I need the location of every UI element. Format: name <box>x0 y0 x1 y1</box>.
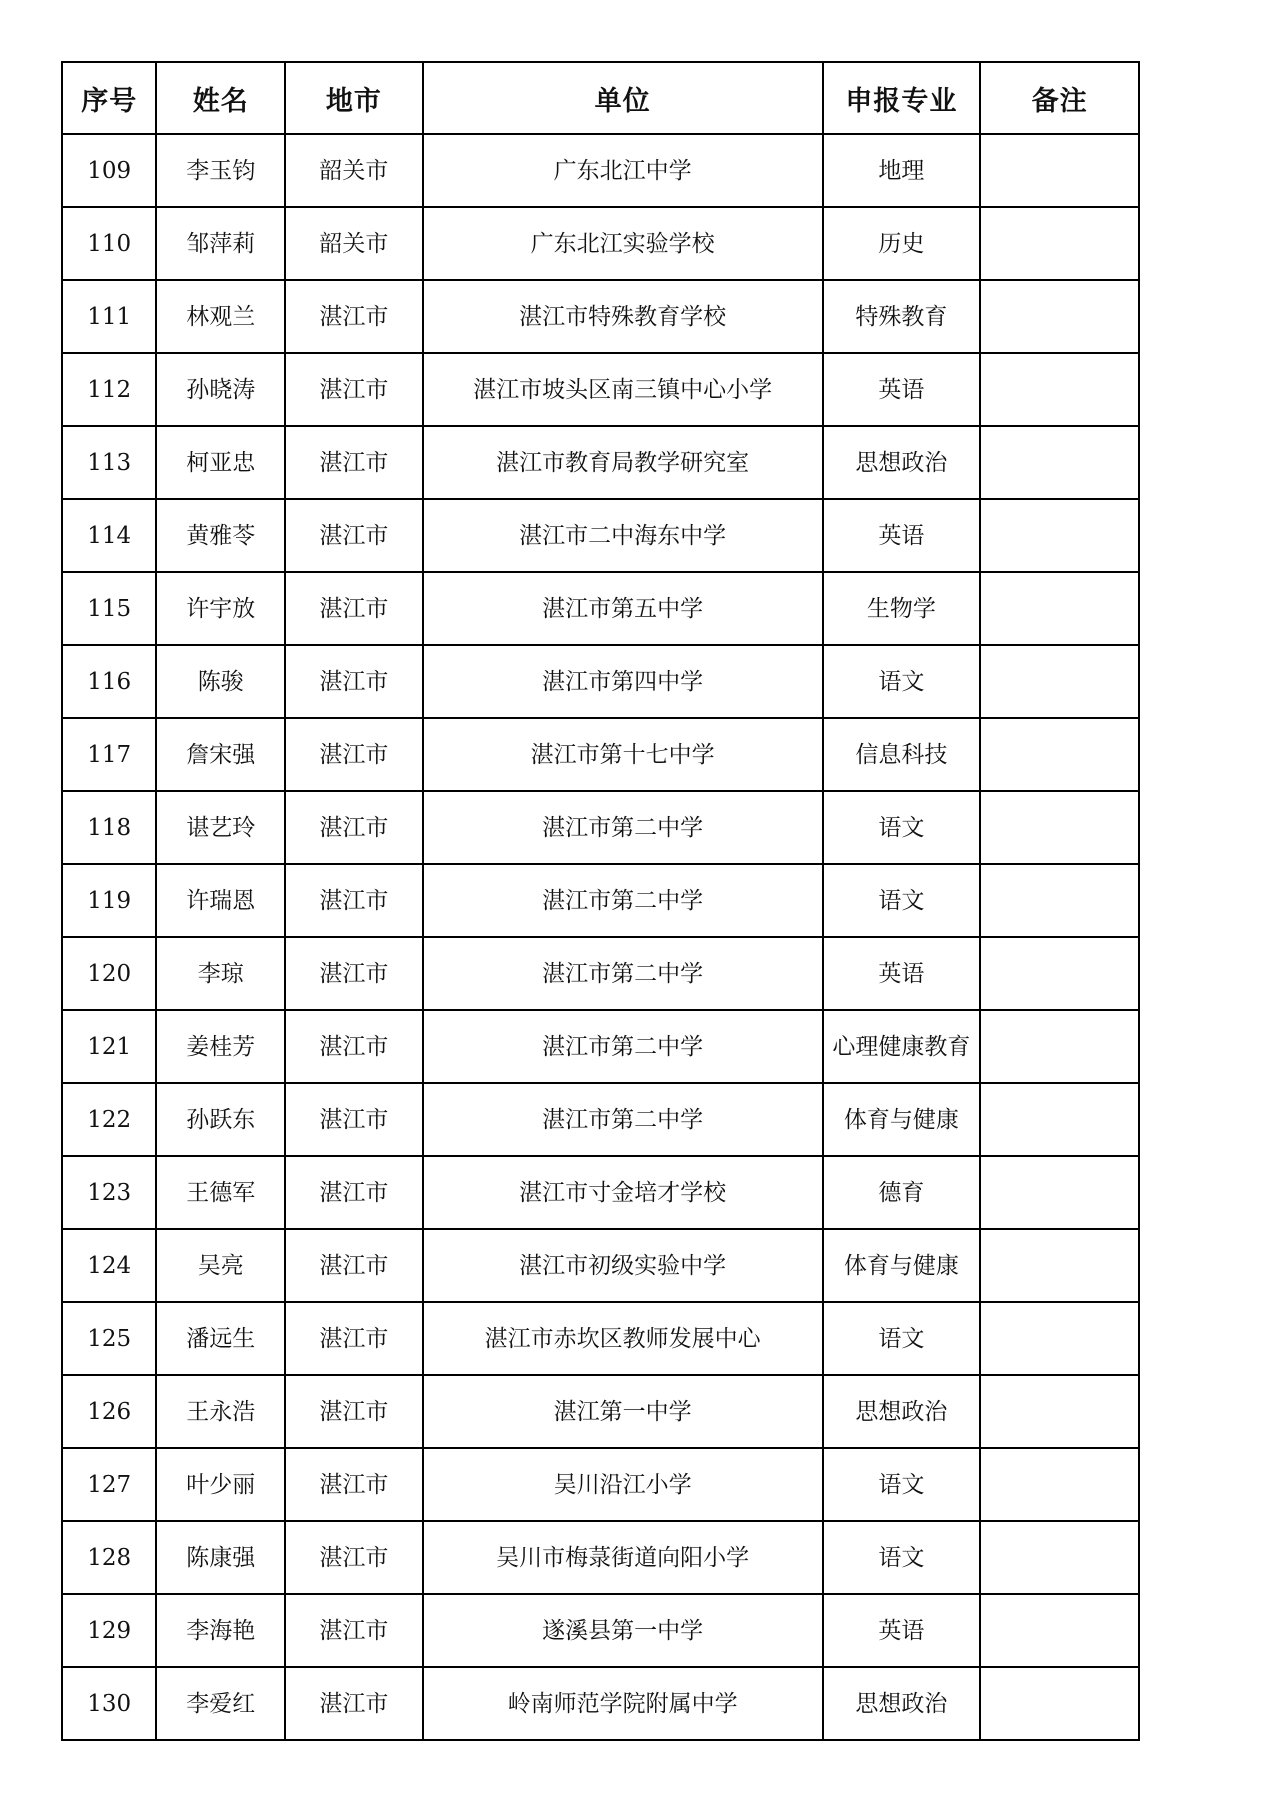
cell-major: 语文 <box>823 864 981 937</box>
cell-city: 湛江市 <box>285 791 423 864</box>
cell-city: 湛江市 <box>285 1156 423 1229</box>
cell-unit: 吴川市梅菉街道向阳小学 <box>423 1521 823 1594</box>
cell-major: 英语 <box>823 1594 981 1667</box>
cell-remark <box>980 645 1139 718</box>
cell-name: 李玉钧 <box>156 134 285 207</box>
cell-serial-number: 119 <box>62 864 156 937</box>
cell-major: 信息科技 <box>823 718 981 791</box>
cell-major: 地理 <box>823 134 981 207</box>
cell-major: 语文 <box>823 645 981 718</box>
header-name: 姓名 <box>156 62 285 134</box>
cell-unit: 岭南师范学院附属中学 <box>423 1667 823 1740</box>
cell-remark <box>980 353 1139 426</box>
cell-serial-number: 127 <box>62 1448 156 1521</box>
cell-unit: 湛江市寸金培才学校 <box>423 1156 823 1229</box>
cell-city: 湛江市 <box>285 1302 423 1375</box>
cell-major: 思想政治 <box>823 426 981 499</box>
cell-city: 湛江市 <box>285 864 423 937</box>
cell-remark <box>980 1302 1139 1375</box>
cell-city: 湛江市 <box>285 1229 423 1302</box>
cell-major: 英语 <box>823 937 981 1010</box>
table-row <box>62 134 1139 207</box>
cell-name: 吴亮 <box>156 1229 285 1302</box>
cell-unit: 湛江市第二中学 <box>423 864 823 937</box>
cell-unit: 湛江市教育局教学研究室 <box>423 426 823 499</box>
cell-serial-number: 124 <box>62 1229 156 1302</box>
cell-unit: 吴川沿江小学 <box>423 1448 823 1521</box>
cell-name: 邹萍莉 <box>156 207 285 280</box>
cell-serial-number: 128 <box>62 1521 156 1594</box>
cell-serial-number: 115 <box>62 572 156 645</box>
cell-serial-number: 117 <box>62 718 156 791</box>
cell-major: 语文 <box>823 1302 981 1375</box>
table-row <box>62 1156 1139 1229</box>
cell-major: 特殊教育 <box>823 280 981 353</box>
cell-major: 思想政治 <box>823 1375 981 1448</box>
table-row <box>62 572 1139 645</box>
cell-serial-number: 112 <box>62 353 156 426</box>
cell-name: 李琼 <box>156 937 285 1010</box>
cell-name: 林观兰 <box>156 280 285 353</box>
cell-unit: 湛江市第四中学 <box>423 645 823 718</box>
header-unit: 单位 <box>423 62 823 134</box>
cell-name: 叶少丽 <box>156 1448 285 1521</box>
cell-name: 王永浩 <box>156 1375 285 1448</box>
cell-name: 谌艺玲 <box>156 791 285 864</box>
cell-remark <box>980 134 1139 207</box>
table-row <box>62 1521 1139 1594</box>
header-serial-number: 序号 <box>62 62 156 134</box>
cell-name: 许瑞恩 <box>156 864 285 937</box>
header-row <box>62 62 1139 134</box>
cell-city: 韶关市 <box>285 207 423 280</box>
cell-unit: 湛江市第二中学 <box>423 1083 823 1156</box>
cell-unit: 湛江市坡头区南三镇中心小学 <box>423 353 823 426</box>
header-major: 申报专业 <box>823 62 981 134</box>
cell-name: 姜桂芳 <box>156 1010 285 1083</box>
cell-serial-number: 125 <box>62 1302 156 1375</box>
cell-unit: 湛江市第二中学 <box>423 791 823 864</box>
cell-remark <box>980 280 1139 353</box>
cell-remark <box>980 572 1139 645</box>
cell-remark <box>980 937 1139 1010</box>
cell-remark <box>980 1667 1139 1740</box>
table-row <box>62 1229 1139 1302</box>
cell-serial-number: 111 <box>62 280 156 353</box>
cell-major: 语文 <box>823 1521 981 1594</box>
table-row <box>62 1083 1139 1156</box>
cell-major: 心理健康教育 <box>823 1010 981 1083</box>
cell-remark <box>980 718 1139 791</box>
cell-remark <box>980 1156 1139 1229</box>
cell-city: 湛江市 <box>285 718 423 791</box>
table-row <box>62 426 1139 499</box>
cell-unit: 湛江市第十七中学 <box>423 718 823 791</box>
table-row <box>62 1667 1139 1740</box>
cell-major: 体育与健康 <box>823 1083 981 1156</box>
cell-remark <box>980 1083 1139 1156</box>
cell-city: 湛江市 <box>285 572 423 645</box>
table-row <box>62 280 1139 353</box>
table-body <box>62 134 1139 1740</box>
cell-serial-number: 130 <box>62 1667 156 1740</box>
table-row <box>62 1594 1139 1667</box>
cell-remark <box>980 1594 1139 1667</box>
cell-city: 湛江市 <box>285 280 423 353</box>
cell-name: 孙晓涛 <box>156 353 285 426</box>
cell-name: 陈骏 <box>156 645 285 718</box>
cell-major: 生物学 <box>823 572 981 645</box>
table-row <box>62 645 1139 718</box>
cell-unit: 湛江市第二中学 <box>423 1010 823 1083</box>
cell-city: 湛江市 <box>285 1083 423 1156</box>
cell-remark <box>980 1010 1139 1083</box>
table-row <box>62 1375 1139 1448</box>
cell-name: 柯亚忠 <box>156 426 285 499</box>
cell-remark <box>980 1448 1139 1521</box>
cell-name: 黄雅苓 <box>156 499 285 572</box>
cell-city: 湛江市 <box>285 426 423 499</box>
table-row <box>62 353 1139 426</box>
cell-serial-number: 121 <box>62 1010 156 1083</box>
cell-serial-number: 123 <box>62 1156 156 1229</box>
cell-city: 湛江市 <box>285 1521 423 1594</box>
cell-unit: 广东北江中学 <box>423 134 823 207</box>
cell-major: 英语 <box>823 353 981 426</box>
cell-serial-number: 113 <box>62 426 156 499</box>
cell-remark <box>980 1521 1139 1594</box>
cell-serial-number: 122 <box>62 1083 156 1156</box>
table-row <box>62 1302 1139 1375</box>
cell-unit: 遂溪县第一中学 <box>423 1594 823 1667</box>
cell-city: 湛江市 <box>285 645 423 718</box>
cell-major: 语文 <box>823 791 981 864</box>
table-row <box>62 864 1139 937</box>
cell-remark <box>980 791 1139 864</box>
table-row <box>62 207 1139 280</box>
cell-unit: 湛江市初级实验中学 <box>423 1229 823 1302</box>
header-remark: 备注 <box>980 62 1139 134</box>
cell-major: 英语 <box>823 499 981 572</box>
cell-major: 语文 <box>823 1448 981 1521</box>
cell-city: 湛江市 <box>285 1594 423 1667</box>
cell-city: 湛江市 <box>285 499 423 572</box>
cell-remark <box>980 1375 1139 1448</box>
cell-name: 孙跃东 <box>156 1083 285 1156</box>
cell-major: 德育 <box>823 1156 981 1229</box>
table-row <box>62 791 1139 864</box>
cell-name: 李海艳 <box>156 1594 285 1667</box>
cell-name: 李爱红 <box>156 1667 285 1740</box>
roster-table <box>61 61 1140 1741</box>
cell-city: 湛江市 <box>285 1448 423 1521</box>
cell-city: 湛江市 <box>285 1667 423 1740</box>
cell-name: 许宇放 <box>156 572 285 645</box>
cell-remark <box>980 426 1139 499</box>
cell-city: 湛江市 <box>285 353 423 426</box>
cell-unit: 湛江市二中海东中学 <box>423 499 823 572</box>
cell-major: 思想政治 <box>823 1667 981 1740</box>
cell-city: 湛江市 <box>285 1010 423 1083</box>
cell-unit: 广东北江实验学校 <box>423 207 823 280</box>
cell-serial-number: 120 <box>62 937 156 1010</box>
cell-serial-number: 109 <box>62 134 156 207</box>
cell-remark <box>980 207 1139 280</box>
table-row <box>62 937 1139 1010</box>
cell-unit: 湛江市特殊教育学校 <box>423 280 823 353</box>
table-row <box>62 1010 1139 1083</box>
header-city: 地市 <box>285 62 423 134</box>
cell-city: 湛江市 <box>285 1375 423 1448</box>
cell-city: 韶关市 <box>285 134 423 207</box>
cell-remark <box>980 864 1139 937</box>
table-header <box>62 62 1139 134</box>
cell-serial-number: 116 <box>62 645 156 718</box>
cell-unit: 湛江市第五中学 <box>423 572 823 645</box>
cell-serial-number: 129 <box>62 1594 156 1667</box>
cell-name: 王德军 <box>156 1156 285 1229</box>
table-row <box>62 499 1139 572</box>
cell-remark <box>980 499 1139 572</box>
cell-unit: 湛江市赤坎区教师发展中心 <box>423 1302 823 1375</box>
cell-serial-number: 114 <box>62 499 156 572</box>
cell-serial-number: 110 <box>62 207 156 280</box>
cell-major: 体育与健康 <box>823 1229 981 1302</box>
cell-unit: 湛江第一中学 <box>423 1375 823 1448</box>
table-row <box>62 718 1139 791</box>
table-row <box>62 1448 1139 1521</box>
cell-name: 詹宋强 <box>156 718 285 791</box>
cell-serial-number: 118 <box>62 791 156 864</box>
cell-name: 陈康强 <box>156 1521 285 1594</box>
cell-unit: 湛江市第二中学 <box>423 937 823 1010</box>
cell-serial-number: 126 <box>62 1375 156 1448</box>
cell-name: 潘远生 <box>156 1302 285 1375</box>
cell-city: 湛江市 <box>285 937 423 1010</box>
cell-major: 历史 <box>823 207 981 280</box>
cell-remark <box>980 1229 1139 1302</box>
